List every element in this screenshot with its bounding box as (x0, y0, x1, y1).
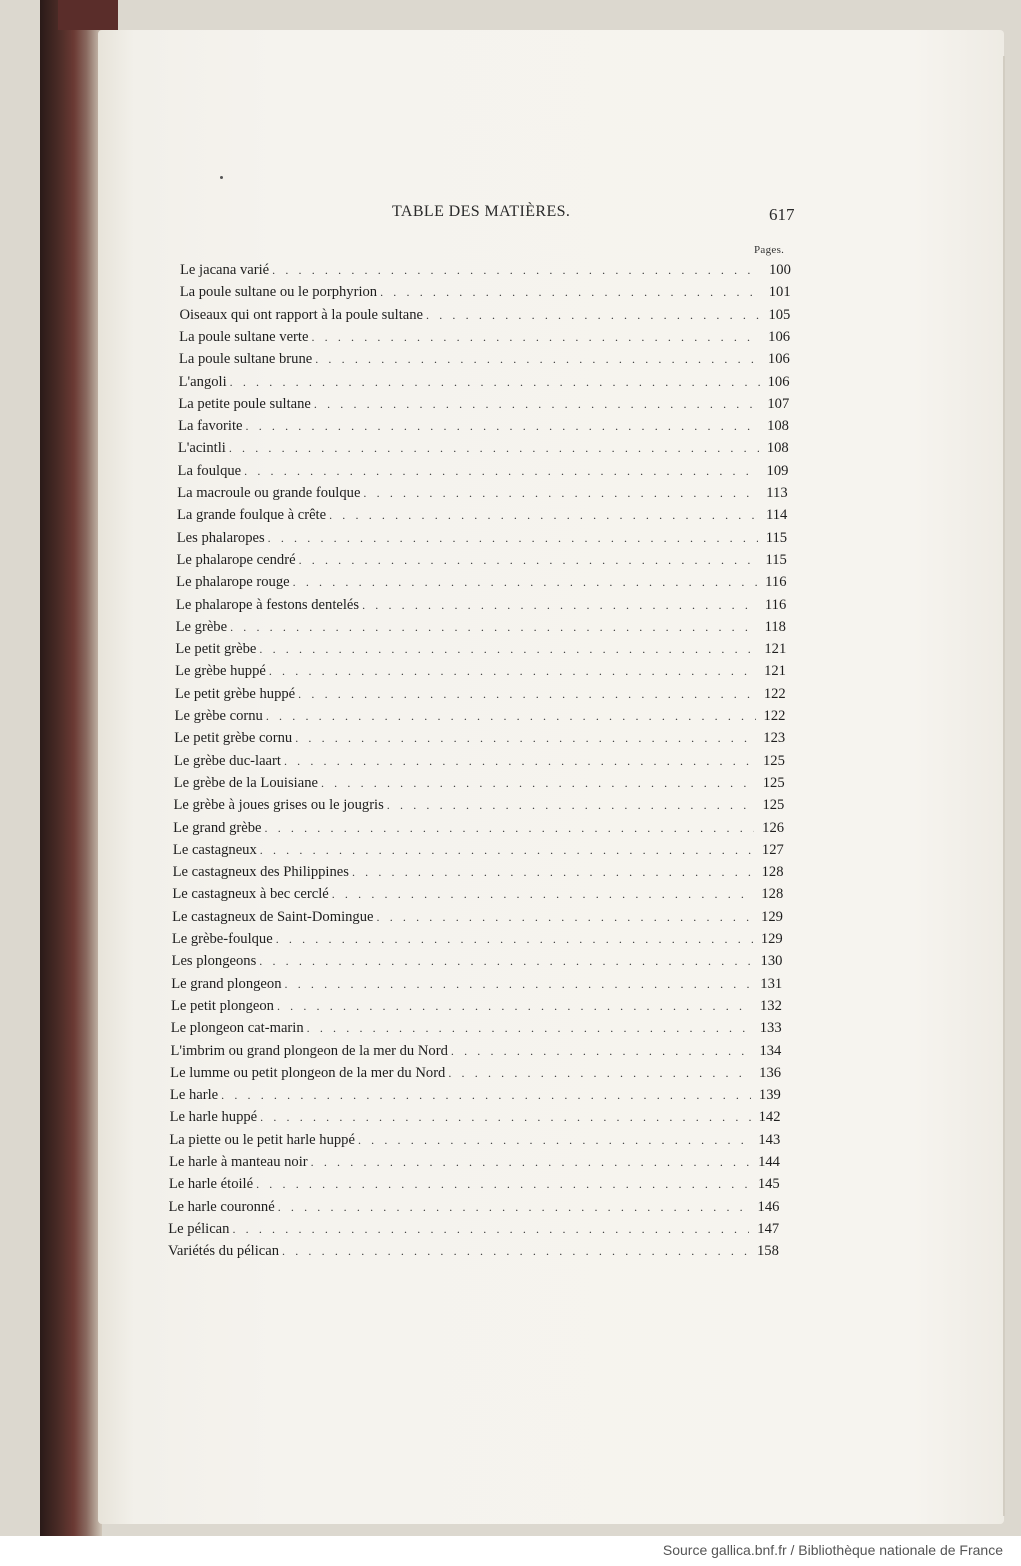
dot-leader (269, 664, 756, 679)
toc-entry-title: Le harle couronné (168, 1198, 275, 1215)
toc-entry-title: Le petit grèbe huppé (174, 685, 296, 702)
toc-entry-page: 125 (762, 774, 785, 791)
toc-entry-page: 116 (765, 574, 787, 591)
toc-entry-page: 109 (766, 462, 789, 479)
toc-entry-page: 121 (764, 663, 786, 680)
toc-entry (179, 307, 794, 329)
page-number: 617 (769, 205, 795, 224)
toc-entry-page: 146 (757, 1198, 780, 1215)
toc-entry (168, 1221, 783, 1243)
toc-entry-page: 106 (767, 373, 790, 390)
running-title: TABLE DES MATIÈRES. (392, 203, 571, 220)
dot-leader (221, 1088, 751, 1103)
toc-entry (177, 507, 792, 529)
dot-leader (230, 375, 760, 390)
toc-entry-page: 126 (762, 819, 785, 836)
toc-entry-page: 136 (759, 1064, 782, 1081)
toc-entry (180, 262, 795, 284)
toc-entry (173, 864, 788, 886)
toc-entry-title: L'acintli (177, 440, 226, 457)
toc-entry-title: La favorite (178, 418, 243, 435)
toc-entry-page: 128 (761, 864, 784, 881)
dot-leader (284, 754, 755, 769)
dot-leader (307, 1021, 752, 1036)
toc-entry-title: Le harle à manteau noir (169, 1154, 308, 1170)
toc-entry-title: L'angoli (178, 373, 227, 390)
dot-leader (256, 1177, 750, 1192)
dot-leader (332, 887, 754, 902)
dot-leader (282, 1244, 749, 1259)
toc-entry-title: Le grèbe cornu (174, 708, 263, 724)
toc-entry-page: 145 (757, 1176, 780, 1193)
dot-leader (277, 999, 752, 1014)
book-cover-corner (58, 0, 118, 30)
dot-leader (230, 620, 757, 635)
toc-entry-title: Le harle (169, 1087, 219, 1104)
toc-entry (176, 552, 791, 574)
toc-entry (173, 842, 788, 864)
toc-entry-page: 122 (763, 708, 786, 724)
toc-entry-page: 106 (768, 328, 791, 345)
toc-entry-title: Le castagneux des Philippines (172, 864, 349, 881)
dot-leader (259, 642, 756, 657)
toc-entry-title: Le phalarope à festons dentelés (175, 596, 360, 613)
toc-entry (176, 619, 791, 641)
toc-entry-page: 129 (761, 908, 783, 925)
dot-leader (315, 352, 760, 367)
dot-leader (260, 1110, 750, 1125)
dot-leader (229, 441, 759, 456)
toc-entry-page: 143 (758, 1131, 781, 1148)
dot-leader (314, 397, 759, 412)
dot-leader (259, 954, 752, 969)
toc-entry (178, 440, 793, 462)
toc-entry-title: La petite poule sultane (178, 395, 311, 412)
toc-entry-page: 113 (766, 485, 788, 501)
toc-entry (172, 886, 787, 908)
dot-leader (265, 821, 755, 836)
toc-entry-title: La poule sultane ou le porphyrion (179, 284, 378, 301)
toc-entry (176, 597, 791, 619)
toc-entry-page: 106 (767, 351, 790, 368)
toc-entry-title: La piette ou le petit harle huppé (169, 1131, 355, 1148)
toc-entry-page: 116 (764, 596, 787, 613)
toc-entry (170, 1087, 785, 1109)
dot-leader (377, 910, 754, 925)
dot-leader (232, 1222, 749, 1237)
toc-entry-page: 133 (759, 1020, 782, 1037)
toc-entry (172, 909, 787, 931)
toc-entry-title: Le pélican (168, 1220, 230, 1237)
toc-entry-page: 127 (761, 841, 784, 858)
toc-entry (170, 1043, 785, 1065)
toc-entry-title: Le grèbe de la Louisiane (173, 774, 318, 791)
toc-entry-title: Variétés du pélican (168, 1243, 280, 1260)
toc-entry-title: Le petit grèbe (175, 641, 257, 658)
toc-entry-title: Les plongeons (171, 953, 257, 970)
dot-leader (278, 1200, 750, 1215)
toc-entry (175, 686, 790, 708)
dot-leader (311, 1155, 750, 1170)
toc-entry (169, 1199, 784, 1221)
toc-entry (171, 976, 786, 998)
toc-entry-title: La foulque (177, 462, 242, 479)
dot-leader (329, 508, 758, 523)
toc-entry-page: 158 (757, 1243, 779, 1260)
toc-entry-page: 144 (758, 1154, 780, 1170)
dot-leader (451, 1044, 752, 1059)
toc-entry (174, 753, 789, 775)
toc-entry (172, 931, 787, 953)
toc-entry-page: 100 (769, 262, 791, 278)
toc-entry-page: 114 (766, 507, 788, 524)
toc-entry-page: 125 (763, 752, 785, 769)
toc-entry-title: La poule sultane verte (179, 328, 309, 345)
toc-entry (169, 1154, 784, 1176)
toc-entry (173, 820, 788, 842)
toc-entry (180, 284, 795, 306)
toc-entry-page: 142 (758, 1109, 781, 1126)
dot-leader (244, 464, 758, 479)
toc-entry-title: Le grèbe à joues grises ou le jougris (173, 797, 384, 814)
toc-entry (170, 1109, 785, 1131)
dot-leader (298, 687, 756, 702)
toc-entry (168, 1243, 783, 1265)
toc-entry (170, 1065, 785, 1087)
toc-entry-page: 108 (767, 418, 789, 435)
toc-entry (177, 530, 792, 552)
page-edge (1003, 56, 1005, 1516)
toc-entry (175, 663, 790, 685)
toc-entry (178, 396, 793, 418)
dot-leader (285, 977, 753, 992)
toc-entry-title: Les phalaropes (176, 529, 265, 546)
dot-leader (260, 843, 754, 858)
dot-leader (299, 553, 758, 568)
dot-leader (448, 1066, 751, 1081)
dot-leader (268, 531, 758, 546)
toc-entry-page: 118 (764, 618, 786, 635)
dot-leader (321, 776, 755, 791)
pages-column-label: Pages. (754, 244, 785, 256)
toc-entry-page: 130 (760, 953, 783, 970)
dot-leader (295, 731, 755, 746)
toc-entry-title: Le grand grèbe (173, 819, 262, 836)
dot-leader (387, 798, 755, 813)
toc-entry-page: 128 (761, 886, 784, 903)
toc-entry-page: 134 (759, 1042, 782, 1059)
toc-entry-title: Le lumme ou petit plongeon de la mer du Nord (170, 1064, 446, 1081)
dot-leader (426, 308, 760, 323)
toc-entry-title: Le grand plongeon (171, 975, 282, 992)
toc-entry-title: Le grèbe-foulque (171, 931, 273, 947)
dot-leader (352, 865, 754, 880)
toc-entry-page: 139 (758, 1087, 781, 1104)
toc-entry (179, 374, 794, 396)
toc-entry (174, 730, 789, 752)
toc-entry-title: Le harle étoilé (168, 1176, 254, 1193)
toc-entry-title: Le castagneux (172, 841, 257, 858)
toc-entry-title: La poule sultane brune (178, 351, 313, 368)
source-credit: Source gallica.bnf.fr / Bibliothèque nationale de France (662, 1542, 1003, 1558)
toc-entry-page: 129 (760, 931, 783, 947)
toc-entry (169, 1176, 784, 1198)
toc-entry-page: 115 (765, 551, 787, 568)
toc-entry-page: 101 (768, 284, 791, 301)
toc-entry-page: 107 (767, 395, 790, 412)
toc-entry (179, 351, 794, 373)
toc-entry-title: Le jacana varié (180, 262, 270, 278)
dot-leader (363, 486, 758, 501)
dot-leader (362, 598, 757, 613)
dot-leader (358, 1133, 750, 1148)
dot-leader (276, 932, 753, 947)
toc-entry (172, 953, 787, 975)
toc-entry-title: Le plongeon cat-marin (170, 1020, 304, 1037)
toc-entry (178, 463, 793, 485)
toc-entry-title: Le phalarope rouge (176, 574, 290, 591)
toc-entry (175, 641, 790, 663)
toc-entry-page: 123 (763, 730, 786, 747)
toc-entry (171, 998, 786, 1020)
toc-entry-title: Le grèbe (175, 618, 228, 635)
toc-entry-title: Le petit grèbe cornu (174, 730, 293, 747)
toc-entry (175, 708, 790, 730)
dot-leader (246, 419, 760, 434)
toc-entry-page: 122 (763, 685, 786, 702)
toc-entry-page: 132 (760, 997, 782, 1014)
toc-entry-page: 108 (766, 440, 789, 457)
toc-entry-page: 121 (764, 641, 787, 658)
toc-entry-title: Le castagneux à bec cerclé (172, 886, 329, 903)
toc-entry (173, 797, 788, 819)
toc-entry-title: Oiseaux qui ont rapport à la poule sultane (179, 306, 424, 323)
toc-entry (177, 485, 792, 507)
dot-leader (380, 285, 761, 300)
toc-entry-page: 115 (765, 529, 788, 546)
toc-entry-page: 147 (757, 1220, 780, 1237)
book-spine (40, 0, 102, 1536)
toc-entry-title: La macroule ou grande foulque (177, 485, 361, 501)
toc-entry-page: 125 (762, 797, 785, 814)
toc-entry (178, 418, 793, 440)
page-speck (220, 176, 223, 179)
toc-entry-title: Le harle huppé (169, 1109, 258, 1126)
toc-entry-title: Le grèbe duc-laart (174, 752, 281, 769)
dot-leader (293, 575, 758, 590)
toc-entry (169, 1132, 784, 1154)
dot-leader (266, 709, 756, 724)
toc-entry (174, 775, 789, 797)
toc-entry-title: L'imbrim ou grand plongeon de la mer du Nord (170, 1042, 448, 1059)
dot-leader (272, 263, 761, 278)
toc-entry-title: La grande foulque à crête (177, 507, 327, 524)
toc-entry (176, 574, 791, 596)
toc-entry (171, 1020, 786, 1042)
toc-entry (179, 329, 794, 351)
toc-entry-page: 105 (768, 306, 791, 323)
toc-entry-page: 131 (760, 975, 783, 992)
toc-entry-title: Le grèbe huppé (175, 663, 266, 680)
toc-entry-title: Le petit plongeon (171, 997, 274, 1014)
dot-leader (311, 330, 760, 345)
toc-entry-title: Le phalarope cendré (176, 551, 296, 568)
toc-entry-title: Le castagneux de Saint-Domingue (172, 908, 374, 925)
